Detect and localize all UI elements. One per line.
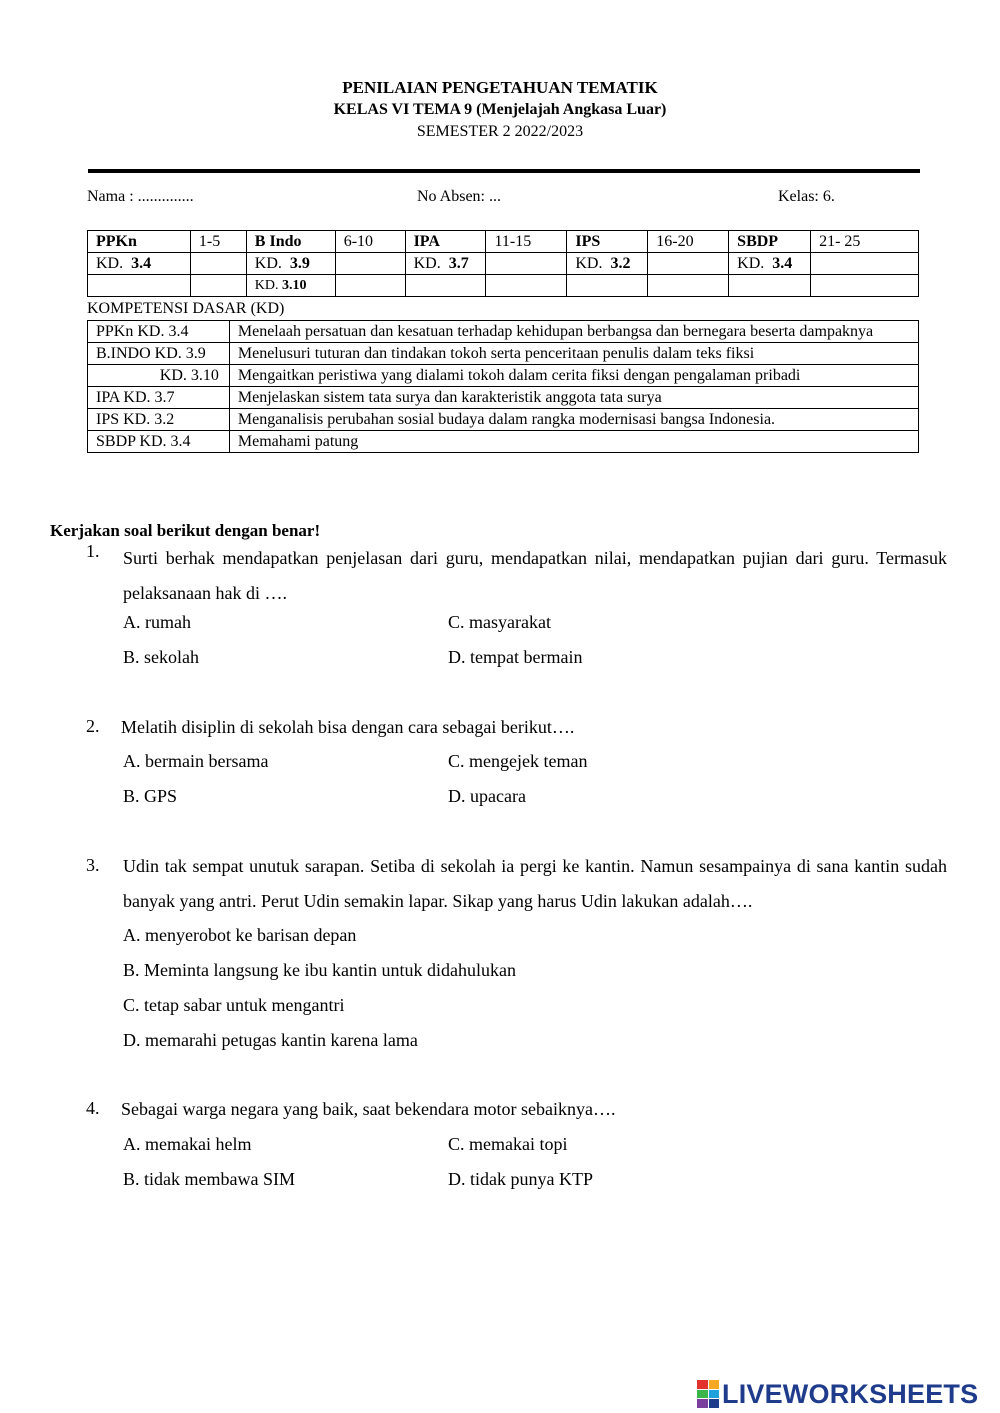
table-row xyxy=(88,253,919,275)
kd-desc: Menganalisis perubahan sosial budaya dalam rangka modernisasi bangsa Indonesia. xyxy=(229,409,918,431)
kd-label: B.INDO KD. 3.9 xyxy=(88,343,230,365)
subject-ips: IPS xyxy=(567,231,648,253)
kd-label: IPA KD. 3.7 xyxy=(88,387,230,409)
option-3b[interactable]: B. Meminta langsung ke ibu kantin untuk didahulukan xyxy=(123,960,516,980)
kd-cell: KD. 3.2 xyxy=(567,253,648,275)
table-row xyxy=(88,231,919,253)
liveworksheets-logo[interactable] xyxy=(697,1378,978,1410)
option-1b[interactable]: B. sekolah xyxy=(123,647,199,667)
question-number: 2. xyxy=(86,716,100,736)
kd-cell: KD. 3.7 xyxy=(405,253,486,275)
document-title: PENILAIAN PENGETAHUAN TEMATIK xyxy=(342,78,658,97)
range-ppkn: 1-5 xyxy=(190,231,246,253)
table-row xyxy=(88,275,919,297)
range-ips: 16-20 xyxy=(648,231,729,253)
kd-cell: KD. 3.9 xyxy=(246,253,335,275)
instruction: Kerjakan soal berikut dengan benar! xyxy=(50,521,321,540)
nama-field: Nama : .............. xyxy=(87,188,194,205)
semester-label: SEMESTER 2 2022/2023 xyxy=(416,123,584,140)
kd-desc: Menjelaskan sistem tata surya dan karakteristik anggota tata surya xyxy=(229,387,918,409)
subject-ppkn: PPKn xyxy=(88,231,191,253)
kd-cell: KD. 3.4 xyxy=(729,253,811,275)
document-subtitle: KELAS VI TEMA 9 (Menjelajah Angkasa Luar) xyxy=(333,101,667,118)
option-3a[interactable]: A. menyerobot ke barisan depan xyxy=(123,925,357,945)
table-row xyxy=(88,321,919,343)
option-2c[interactable]: C. mengejek teman xyxy=(448,751,588,771)
kd-label: KD. 3.10 xyxy=(88,365,230,387)
question-text: Sebagai warga negara yang baik, saat bekendara motor sebaiknya…. xyxy=(121,1099,616,1119)
kd-label: SBDP KD. 3.4 xyxy=(88,431,230,453)
kd-label: PPKn KD. 3.4 xyxy=(88,321,230,343)
kd-desc: Memahami patung xyxy=(229,431,918,453)
question-text: Udin tak sempat unutuk sarapan. Setiba di sekolah ia pergi ke kantin. Namun sesampainya di sana kantin sudah banyak yang antri. Perut Udin semakin lapar. Sikap yang harus Udin lakukan adalah…. xyxy=(123,856,947,911)
question-number: 4. xyxy=(86,1098,100,1118)
kd-desc: Menelaah persatuan dan kesatuan terhadap kehidupan berbangsa dan bernegara beserta dampaknya xyxy=(229,321,918,343)
table-row xyxy=(88,387,919,409)
range-ipa: 11-15 xyxy=(486,231,567,253)
table-row xyxy=(88,409,919,431)
option-4a[interactable]: A. memakai helm xyxy=(123,1134,252,1154)
option-2b[interactable]: B. GPS xyxy=(123,786,178,806)
question-number: 1. xyxy=(86,541,100,561)
kelas-field: Kelas: 6. xyxy=(778,188,835,205)
option-2d[interactable]: D. upacara xyxy=(448,786,526,806)
kd-cell: KD. 3.10 xyxy=(246,275,335,297)
question-text: Surti berhak mendapatkan penjelasan dari guru, mendapatkan nilai, mendapatkan pujian dari guru. Termasuk pelaksanaan hak di …. xyxy=(123,548,947,603)
kd-desc: Menelusuri tuturan dan tindakan tokoh serta penceritaan penulis dalam teks fiksi xyxy=(229,343,918,365)
table-row xyxy=(88,365,919,387)
subject-ipa: IPA xyxy=(405,231,486,253)
liveworksheets-logo-icon xyxy=(697,1380,719,1408)
kd-cell: KD. 3.4 xyxy=(88,253,191,275)
option-4c[interactable]: C. memakai topi xyxy=(448,1134,568,1154)
question-number: 3. xyxy=(86,855,100,875)
option-4b[interactable]: B. tidak membawa SIM xyxy=(123,1169,295,1189)
kompetensi-table xyxy=(87,320,919,453)
logo-text: LIVEWORKSHEETS xyxy=(722,1378,979,1409)
subject-sbdp: SBDP xyxy=(729,231,811,253)
range-sbdp: 21- 25 xyxy=(811,231,919,253)
option-2a[interactable]: A. bermain bersama xyxy=(123,751,269,771)
question-text: Melatih disiplin di sekolah bisa dengan cara sebagai berikut…. xyxy=(121,717,575,737)
subject-bindo: B Indo xyxy=(246,231,335,253)
option-1c[interactable]: C. masyarakat xyxy=(448,612,551,632)
table-row xyxy=(88,343,919,365)
kd-label: IPS KD. 3.2 xyxy=(88,409,230,431)
absen-field: No Absen: ... xyxy=(417,188,501,205)
option-4d[interactable]: D. tidak punya KTP xyxy=(448,1169,593,1189)
header-divider xyxy=(88,169,920,173)
kompetensi-title: KOMPETENSI DASAR (KD) xyxy=(87,300,285,317)
kd-desc: Mengaitkan peristiwa yang dialami tokoh dalam cerita fiksi dengan pengalaman pribadi xyxy=(229,365,918,387)
range-bindo: 6-10 xyxy=(335,231,405,253)
table-row xyxy=(88,431,919,453)
option-1d[interactable]: D. tempat bermain xyxy=(448,647,583,667)
option-3d[interactable]: D. memarahi petugas kantin karena lama xyxy=(123,1030,418,1050)
option-1a[interactable]: A. rumah xyxy=(123,612,191,632)
kd-range-table xyxy=(87,230,919,297)
option-3c[interactable]: C. tetap sabar untuk mengantri xyxy=(123,995,345,1015)
